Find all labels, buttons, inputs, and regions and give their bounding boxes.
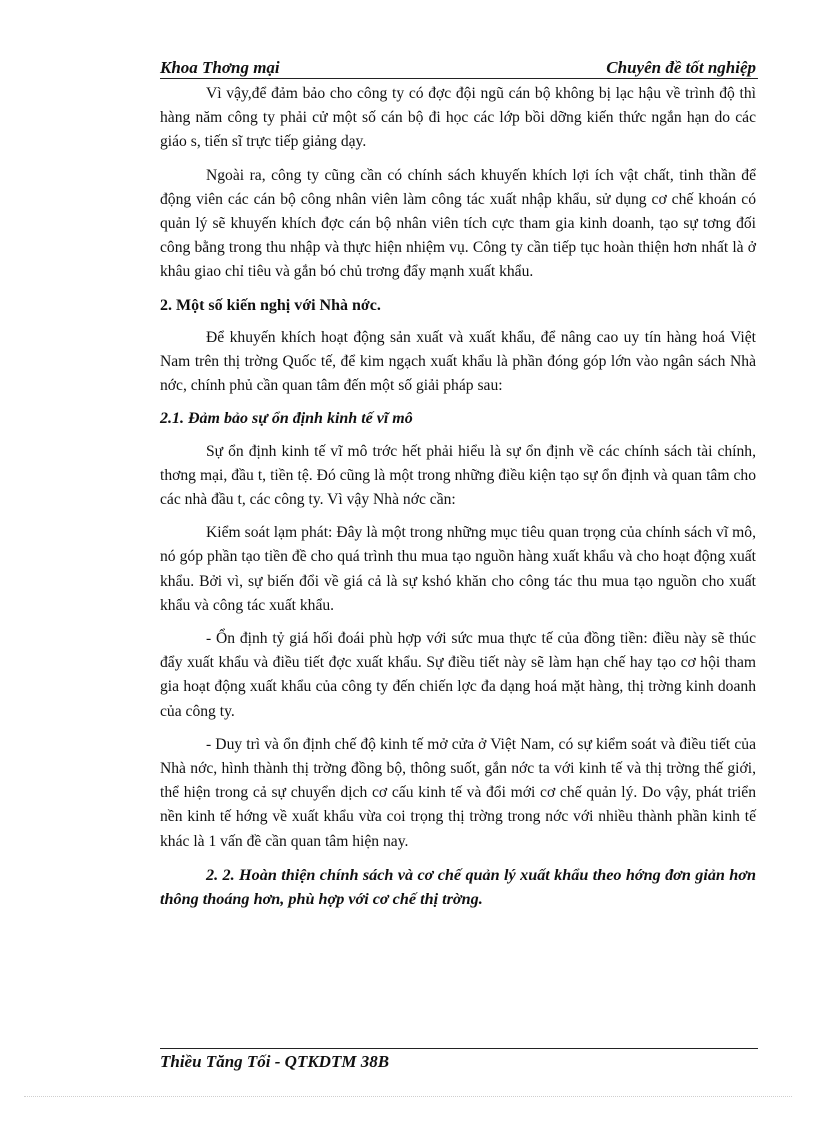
footer-rule: [160, 1048, 758, 1049]
header-right: Chuyên đề tốt nghiệp: [606, 58, 756, 77]
subsection-heading: 2.1. Đảm bảo sự ổn định kinh tế vĩ mô: [160, 410, 413, 428]
paragraph: - Duy trì và ổn định chế độ kinh tế mở cửa ở Việt Nam, có sự kiểm soát và điều tiết của Nhà nớc, hình thành thị trờng đồng bộ, thông suốt, gắn nớc ta với kinh tế và thị trờng thế giới, thể hiện trong cả sự chuyển dịch cơ cấu kinh tế và đổi mới cơ chế quản lý. Do vậy, phát triển nền kinh tế hớng về xuất khẩu vừa coi trọng thị trờng trong nớc với nhiều thành phần kinh tế khác là 1 vấn đề cần quan tâm hiện nay.: [160, 735, 756, 850]
paragraph: Để khuyến khích hoạt động sản xuất và xuất khẩu, để nâng cao uy tín hàng hoá Việt Nam trên thị trờng Quốc tế, để kim ngạch xuất khẩu là phần đóng góp lớn vào ngân sách Nhà nớc, chính phủ cần quan tâm đến một số giải pháp sau:: [160, 328, 756, 395]
document-body: [160, 82, 756, 919]
footer-text: Thiều Tăng Tối - QTKDTM 38B: [160, 1052, 390, 1071]
page-break-line: [24, 1096, 792, 1097]
paragraph: - Ổn định tỷ giá hối đoái phù hợp với sức mua thực tế của đồng tiền: điều này sẽ thúc đẩy xuất khẩu và điều tiết đợc xuất khẩu. Sự điều tiết này sẽ làm hạn chế hay tạo cơ hội tham gia hoạt động xuất khẩu của công ty đến chiến lợc đa dạng hoá mặt hàng, thị trờng kinh doanh của công ty.: [160, 630, 756, 720]
paragraph: Kiểm soát lạm phát: Đây là một trong những mục tiêu quan trọng của chính sách vĩ mô, nó góp phần tạo tiền đề cho quá trình thu mua tạo nguồn hàng xuất khẩu và cho hoạt động xuất khẩu. Bởi vì, sự biến đổi về giá cả là sự kshó khăn cho công tác thu mua tạo nguồn cho xuất khẩu và công tác xuất khẩu.: [160, 524, 756, 614]
header-rule: [160, 78, 758, 79]
paragraph: Vì vậy,để đảm bảo cho công ty có đợc đội ngũ cán bộ không bị lạc hậu về trình độ thì hàng năm công ty phải cử một số cán bộ đi học các lớp bồi dỡng kiến thức ngắn hạn do các giáo s, tiến sĩ trực tiếp giảng dạy.: [160, 85, 756, 151]
paragraph: Sự ổn định kinh tế vĩ mô trớc hết phải hiểu là sự ổn định về các chính sách tài chính, thơng mại, đầu t, tiền tệ. Đó cũng là một trong những điều kiện tạo sự ổn định và quan tâm cho các nhà đầu t, các công ty. Vì vậy Nhà nớc cần:: [160, 442, 756, 509]
paragraph: Ngoài ra, công ty cũng cần có chính sách khuyến khích lợi ích vật chất, tinh thần để động viên các cán bộ công nhân viên làm công tác xuất nhập khẩu, sử dụng cơ chế khoán có quản lý sẽ khuyến khích đợc cán bộ nhân viên tích cực tham gia kinh doanh, tạo sự tơng đối công bằng trong thu nhập và thực hiện nhiệm vụ. Công ty cần tiếp tục hoàn thiện hơn nhất là ở khâu giao chỉ tiêu và gắn bó chủ trơng đẩy mạnh xuất khẩu.: [160, 166, 756, 281]
section-heading: 2. Một số kiến nghị với Nhà nớc.: [160, 296, 381, 314]
header-left: Khoa Thơng mại: [160, 58, 280, 77]
subsection-heading: 2. 2. Hoàn thiện chính sách và cơ chế quản lý xuất khẩu theo hớng đơn giản hơn thông thoáng hơn, phù hợp với cơ chế thị trờng.: [160, 865, 756, 909]
